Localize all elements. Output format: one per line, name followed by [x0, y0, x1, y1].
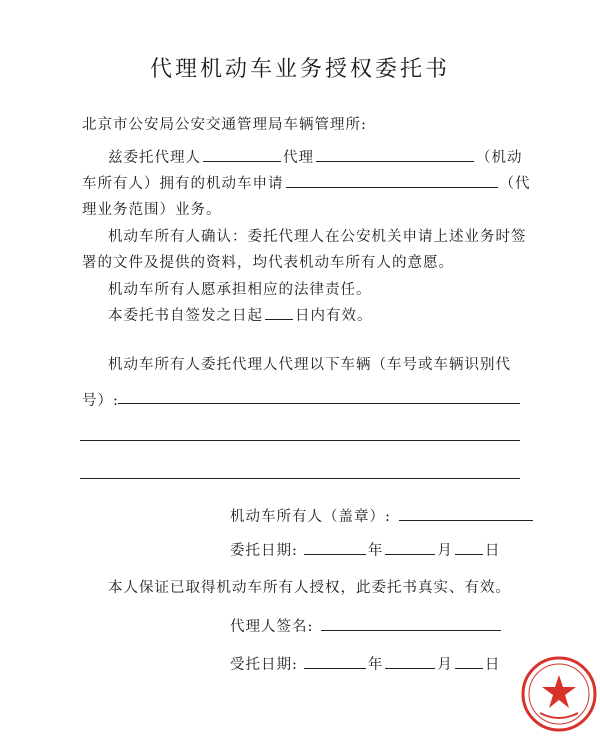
para3: 机动车所有人愿承担相应的法律责任。: [108, 282, 372, 298]
para1-line3: 理业务范围）业务。: [82, 202, 222, 218]
para2-line1: 机动车所有人确认：委托代理人在公安机关申请上述业务时签: [108, 229, 527, 245]
agent-sign-row: 代理人签名:: [230, 615, 503, 636]
commission-month-blank[interactable]: [385, 539, 435, 555]
vehicle-line-1[interactable]: [118, 403, 520, 404]
para1-line2: 车所有人）拥有的机动车申请 （代: [82, 172, 531, 193]
para4: 本委托书自签发之日起 日内有效。: [108, 304, 373, 325]
seal-icon: [520, 655, 598, 733]
business-scope-blank[interactable]: [286, 172, 498, 188]
addressee: 北京市公安局公安交通管理局车辆管理所:: [82, 117, 367, 133]
acceptance-day-blank[interactable]: [455, 653, 483, 669]
owner-seal-row: 机动车所有人（盖章）:: [230, 505, 535, 526]
acceptance-year-blank[interactable]: [304, 653, 366, 669]
document-title: 代理机动车业务授权委托书: [149, 57, 450, 82]
validity-days-blank[interactable]: [265, 304, 293, 320]
vehicle-line2: 号）:: [82, 393, 119, 409]
acceptance-month-blank[interactable]: [385, 653, 435, 669]
agent-name-blank[interactable]: [203, 146, 281, 162]
vehicle-line-3[interactable]: [80, 478, 520, 479]
commission-year-blank[interactable]: [304, 539, 366, 555]
agent-signature-blank[interactable]: [321, 615, 501, 631]
owner-name-blank[interactable]: [316, 146, 474, 162]
para1-line1: 兹委托代理人 代理 （机动: [108, 146, 523, 167]
vehicle-line1: 机动车所有人委托代理人代理以下车辆（车号或车辆识别代: [108, 357, 511, 373]
para2-line2: 署的文件及提供的资料，均代表机动车所有人的意愿。: [82, 255, 454, 271]
owner-seal-blank[interactable]: [399, 505, 533, 521]
guarantee-text: 本人保证已取得机动车所有人授权，此委托书真实、有效。: [108, 580, 511, 596]
commission-date-row: 委托日期: 年 月 日: [230, 539, 500, 560]
acceptance-date-row: 受托日期: 年 月 日: [230, 653, 500, 674]
vehicle-line-2[interactable]: [80, 440, 520, 441]
commission-day-blank[interactable]: [455, 539, 483, 555]
